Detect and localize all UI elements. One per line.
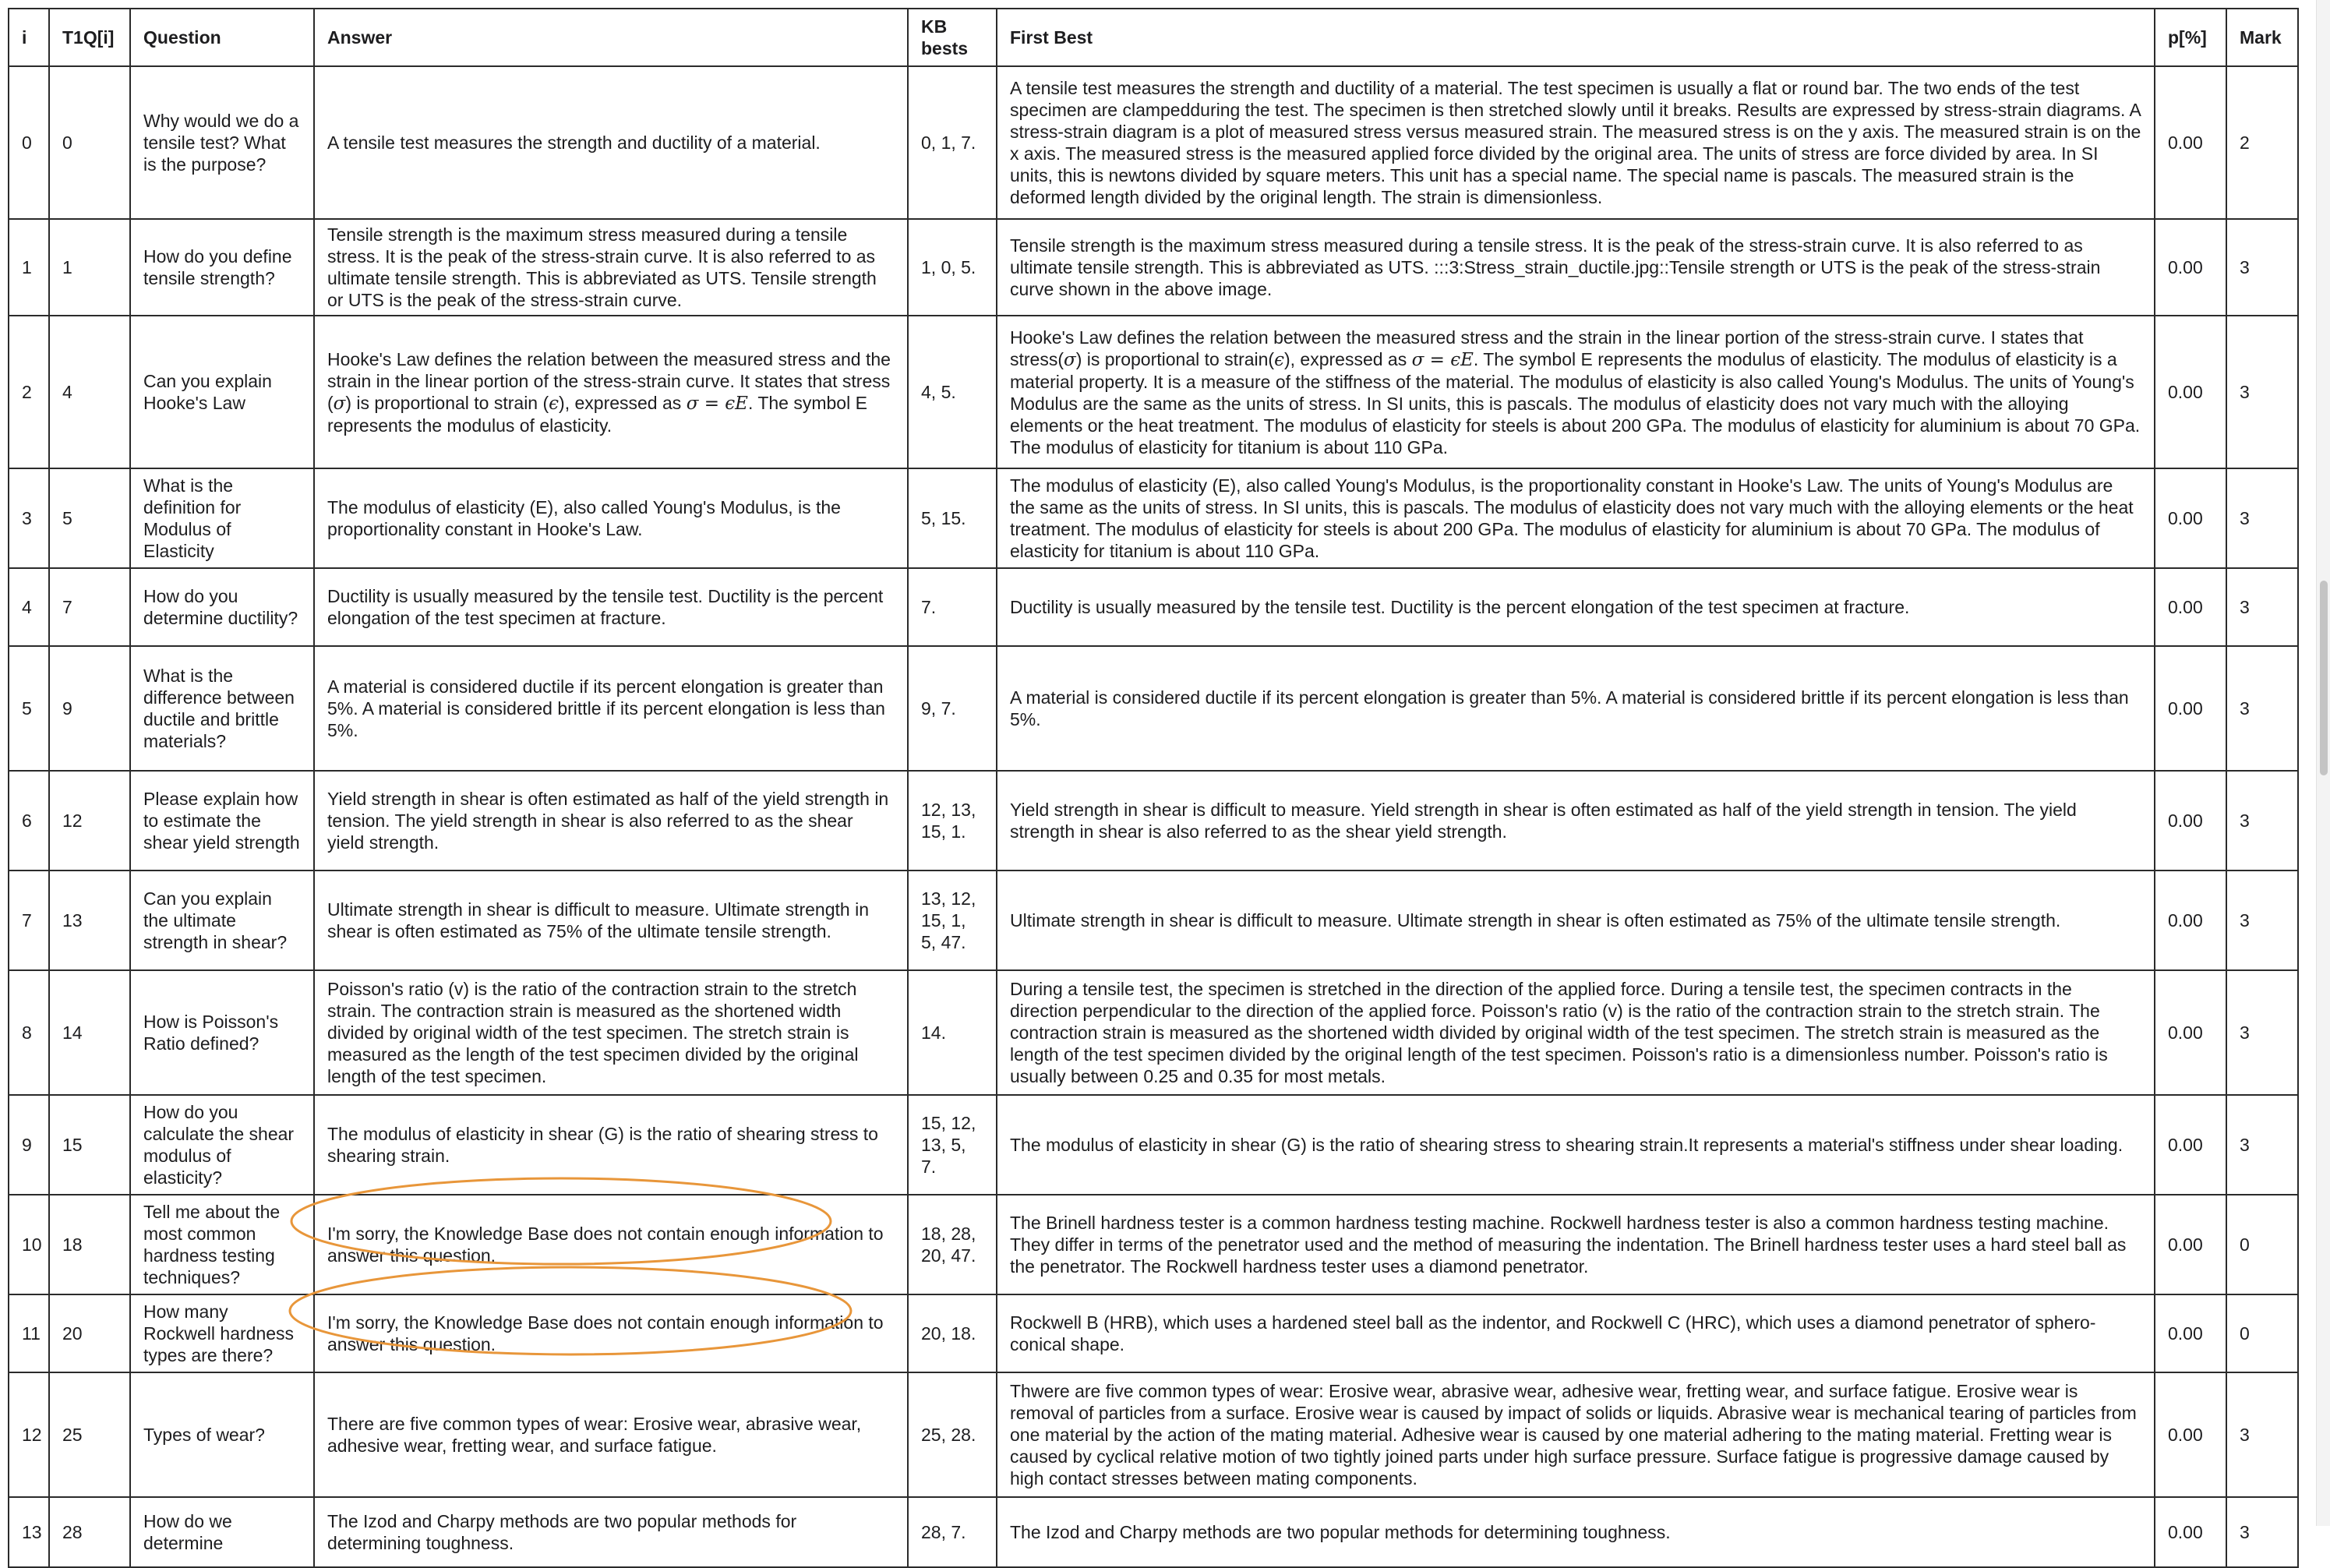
cell-answer: Tensile strength is the maximum stress measured during a tensile stress. It is the peak of the stress-strain curve. It is also referred to as ultimate tensile strength. This is abbreviated as UTS. Tensile strength or UTS is the peak of the stress-strain curve. (314, 219, 908, 316)
cell-i: 2 (9, 316, 49, 468)
cell-first-best: Rockwell B (HRB), which uses a hardened steel ball as the indentor, and Rockwell C (HRC), which uses a diamond penetrator of sphero-conical shape. (997, 1294, 2155, 1372)
cell-answer: I'm sorry, the Knowledge Base does not contain enough information to answer this question. (314, 1195, 908, 1294)
text-fragment: . The symbol E represents the modulus of elasticity. The modulus of elasticity is a material property. It is a measure of the stiffness of the material. The modulus of elasticity is also called Young's Modulus. The units of Young's Modulus are the same as the units of stress. In SI units, this is pascals. The modulus of elasticity does not vary much with the alloying elements or the heat treatment. The modulus of elasticity for steels is about 200 GPa. The modulus of elasticity for aluminium is about 70 GPa. The modulus of elasticity for titanium is about 110 GPa. (1010, 348, 2141, 457)
cell-kb-bests: 28, 7. (908, 1497, 997, 1567)
cell-mark: 0 (2226, 1195, 2298, 1294)
cell-mark: 3 (2226, 1372, 2298, 1497)
cell-mark: 3 (2226, 316, 2298, 468)
cell-first-best (997, 316, 2155, 468)
text-fragment: ) is proportional to strain( (1075, 348, 1275, 369)
cell-p: 0.00 (2155, 771, 2226, 871)
cell-i: 8 (9, 970, 49, 1095)
cell-answer: A material is considered ductile if its percent elongation is greater than 5%. A material is considered brittle if its percent elongation is less than 5%. (314, 646, 908, 771)
table-row (9, 646, 2298, 771)
table-row (9, 1294, 2298, 1372)
cell-answer: Yield strength in shear is often estimated as half of the yield strength in tension. The yield strength in shear is also referred to as the shear yield strength. (314, 771, 908, 871)
cell-first-best: Ductility is usually measured by the tensile test. Ductility is the percent elongation of the test specimen at fracture. (997, 568, 2155, 646)
cell-kb-bests: 7. (908, 568, 997, 646)
cell-p: 0.00 (2155, 468, 2226, 568)
column-header-first-best: First Best (997, 9, 2155, 66)
cell-kb-bests: 1, 0, 5. (908, 219, 997, 316)
cell-i: 10 (9, 1195, 49, 1294)
cell-i: 4 (9, 568, 49, 646)
column-header-answer: Answer (314, 9, 908, 66)
table-row (9, 66, 2298, 219)
cell-answer (314, 316, 908, 468)
cell-mark: 2 (2226, 66, 2298, 219)
cell-answer: A tensile test measures the strength and ductility of a material. (314, 66, 908, 219)
cell-kb-bests: 18, 28, 20, 47. (908, 1195, 997, 1294)
cell-answer: The Izod and Charpy methods are two popular methods for determining toughness. (314, 1497, 908, 1567)
cell-p: 0.00 (2155, 1497, 2226, 1567)
cell-p: 0.00 (2155, 1195, 2226, 1294)
cell-i: 0 (9, 66, 49, 219)
cell-p: 0.00 (2155, 646, 2226, 771)
cell-question: How many Rockwell hardness types are there? (130, 1294, 314, 1372)
cell-first-best: A tensile test measures the strength and ductility of a material. The test specimen is usually a flat or round bar. The two ends of the test specimen are clampedduring the test. The specimen is then stretched slowly until it breaks. Results are expressed by stress-strain diagrams. A stress-strain diagram is a plot of measured stress versus measured strain. The measured stress is on the y axis. The measured strain is on the x axis. The measured stress is the measured applied force divided by the original area. The units of stress are force divided by area. In SI units, this is newtons divided by square meters. This unit has a special name. The special name is pascals. The measured strain is the deformed length divided by the original length. The strain is dimensionless. (997, 66, 2155, 219)
cell-p: 0.00 (2155, 1095, 2226, 1195)
cell-t1q: 0 (49, 66, 130, 219)
table-row (9, 871, 2298, 970)
cell-kb-bests: 5, 15. (908, 468, 997, 568)
cell-p: 0.00 (2155, 1294, 2226, 1372)
text-fragment: Hooke's Law defines the relation between the measured stress and the strain in the linear portion of the stress-strain curve. I states that stress( (1010, 327, 2084, 369)
cell-mark: 3 (2226, 771, 2298, 871)
cell-i: 9 (9, 1095, 49, 1195)
results-table-container (8, 8, 2299, 1568)
cell-question: Please explain how to estimate the shear yield strength (130, 771, 314, 871)
cell-answer: The modulus of elasticity (E), also called Young's Modulus, is the proportionality constant in Hooke's Law. (314, 468, 908, 568)
cell-i: 13 (9, 1497, 49, 1567)
cell-first-best: Tensile strength is the maximum stress measured during a tensile stress. It is the peak of the stress-strain curve. It is also referred to as ultimate tensile strength. This is abbreviated as UTS. :::3:Stress_strain_ductile.jpg::Tensile strength or UTS is the peak of the stress-strain curve shown in the above image. (997, 219, 2155, 316)
cell-t1q: 20 (49, 1294, 130, 1372)
cell-p: 0.00 (2155, 316, 2226, 468)
cell-answer: Poisson's ratio (v) is the ratio of the contraction strain to the stretch strain. The contraction strain is measured as the shortened width divided by original width of the test specimen. The stretch strain is measured as the length of the test specimen divided by the original length of the test specimen. (314, 970, 908, 1095)
cell-question: Types of wear? (130, 1372, 314, 1497)
table-row (9, 1372, 2298, 1497)
cell-mark: 3 (2226, 219, 2298, 316)
cell-i: 3 (9, 468, 49, 568)
math-expression: σ = ϵE (686, 393, 748, 414)
cell-kb-bests: 0, 1, 7. (908, 66, 997, 219)
cell-first-best: Ultimate strength in shear is difficult to measure. Ultimate strength in shear is often estimated as 75% of the ultimate tensile strength. (997, 871, 2155, 970)
cell-t1q: 18 (49, 1195, 130, 1294)
table-row (9, 1195, 2298, 1294)
cell-mark: 3 (2226, 568, 2298, 646)
math-expression: ϵ (1274, 349, 1284, 370)
cell-i: 5 (9, 646, 49, 771)
cell-answer: There are five common types of wear: Erosive wear, abrasive wear, adhesive wear, fretting wear, and surface fatigue. (314, 1372, 908, 1497)
cell-t1q: 15 (49, 1095, 130, 1195)
cell-answer: Ultimate strength in shear is difficult to measure. Ultimate strength in shear is often estimated as 75% of the ultimate tensile strength. (314, 871, 908, 970)
cell-i: 11 (9, 1294, 49, 1372)
cell-t1q: 13 (49, 871, 130, 970)
column-header-question: Question (130, 9, 314, 66)
column-header-t1q: T1Q[i] (49, 9, 130, 66)
cell-answer: The modulus of elasticity in shear (G) is the ratio of shearing stress to shearing strain. (314, 1095, 908, 1195)
cell-question: What is the definition for Modulus of Elasticity (130, 468, 314, 568)
cell-t1q: 14 (49, 970, 130, 1095)
results-table (8, 8, 2299, 1568)
cell-kb-bests: 12, 13, 15, 1. (908, 771, 997, 871)
column-header-kb-bests: KB bests (908, 9, 997, 66)
cell-p: 0.00 (2155, 219, 2226, 316)
cell-t1q: 7 (49, 568, 130, 646)
cell-mark: 0 (2226, 1294, 2298, 1372)
table-row (9, 1497, 2298, 1567)
table-row (9, 1095, 2298, 1195)
cell-kb-bests: 4, 5. (908, 316, 997, 468)
cell-first-best: Thwere are five common types of wear: Erosive wear, abrasive wear, adhesive wear, fretting wear, and surface fatigue. Erosive wear is removal of particles from a surface. Erosive wear is caused by impact of solids or liquids. Abrasive wear is mechanical tearing of particles from one material by the action of the mating material. Adhesive wear is caused by one material adhering to the mating material. Fretting wear is caused by cyclical relative motion of two tightly joined parts under high surface pressure. Surface fatigue is progressive damage caused by high contact stresses between mating components. (997, 1372, 2155, 1497)
cell-mark: 3 (2226, 970, 2298, 1095)
text-fragment: ), expressed as (1283, 348, 1412, 369)
table-row (9, 219, 2298, 316)
table-header-row (9, 9, 2298, 66)
text-fragment: ) is proportional to strain ( (345, 392, 549, 413)
cell-i: 1 (9, 219, 49, 316)
scrollbar-thumb[interactable] (2320, 581, 2328, 775)
cell-kb-bests: 25, 28. (908, 1372, 997, 1497)
cell-p: 0.00 (2155, 66, 2226, 219)
cell-question: What is the difference between ductile and brittle materials? (130, 646, 314, 771)
cell-t1q: 25 (49, 1372, 130, 1497)
cell-t1q: 28 (49, 1497, 130, 1567)
cell-mark: 3 (2226, 1497, 2298, 1567)
cell-t1q: 12 (49, 771, 130, 871)
cell-answer: I'm sorry, the Knowledge Base does not contain enough information to answer this question. (314, 1294, 908, 1372)
cell-question: How do you determine ductility? (130, 568, 314, 646)
table-row (9, 771, 2298, 871)
text-fragment: . The symbol E represents the modulus of elasticity. (327, 392, 867, 436)
cell-first-best: The Brinell hardness tester is a common hardness testing machine. Rockwell hardness tester is also a common hardness testing machine. They differ in terms of the penetrator used and the method of measuring the indentation. The Brinell hardness tester uses a hard steel ball as the penetrator. The Rockwell hardness tester uses a diamond penetrator. (997, 1195, 2155, 1294)
math-expression: σ (1064, 349, 1076, 370)
cell-first-best: A material is considered ductile if its percent elongation is greater than 5%. A material is considered brittle if its percent elongation is less than 5%. (997, 646, 2155, 771)
cell-question: How do you define tensile strength? (130, 219, 314, 316)
cell-i: 12 (9, 1372, 49, 1497)
cell-mark: 3 (2226, 1095, 2298, 1195)
cell-question: How do we determine (130, 1497, 314, 1567)
column-header-i: i (9, 9, 49, 66)
cell-first-best: Yield strength in shear is difficult to measure. Yield strength in shear is often estimated as half of the yield strength in tension. The yield strength in shear is also referred to as the shear yield strength. (997, 771, 2155, 871)
cell-question: Can you explain Hooke's Law (130, 316, 314, 468)
cell-i: 6 (9, 771, 49, 871)
cell-mark: 3 (2226, 646, 2298, 771)
cell-first-best: During a tensile test, the specimen is stretched in the direction of the applied force. During a tensile test, the specimen contracts in the direction perpendicular to the direction of the applied force. Poisson's ratio (v) is the ratio of the contraction strain to the stretch strain. The contraction strain is measured as the shortened width divided by original width of the test specimen. The stretch strain is measured as the length of the test specimen divided by the original length of the test specimen. Poisson's ratio is a dimensionless number. Poisson's ratio is usually between 0.25 and 0.35 for most metals. (997, 970, 2155, 1095)
table-row (9, 568, 2298, 646)
cell-first-best: The Izod and Charpy methods are two popular methods for determining toughness. (997, 1497, 2155, 1567)
cell-kb-bests: 13, 12, 15, 1, 5, 47. (908, 871, 997, 970)
cell-question: Can you explain the ultimate strength in shear? (130, 871, 314, 970)
cell-p: 0.00 (2155, 568, 2226, 646)
math-expression: σ = ϵE (1411, 349, 1474, 370)
text-fragment: ), expressed as (559, 392, 687, 413)
column-header-p: p[%] (2155, 9, 2226, 66)
table-row (9, 970, 2298, 1095)
cell-i: 7 (9, 871, 49, 970)
cell-p: 0.00 (2155, 1372, 2226, 1497)
cell-question: Why would we do a tensile test? What is the purpose? (130, 66, 314, 219)
cell-kb-bests: 15, 12, 13, 5, 7. (908, 1095, 997, 1195)
cell-question: How is Poisson's Ratio defined? (130, 970, 314, 1095)
cell-t1q: 5 (49, 468, 130, 568)
cell-t1q: 9 (49, 646, 130, 771)
math-expression: ϵ (549, 393, 560, 414)
table-row (9, 468, 2298, 568)
cell-first-best: The modulus of elasticity in shear (G) is the ratio of shearing stress to shearing strain.It represents a material's stiffness under shear loading. (997, 1095, 2155, 1195)
cell-mark: 3 (2226, 871, 2298, 970)
cell-p: 0.00 (2155, 970, 2226, 1095)
cell-kb-bests: 9, 7. (908, 646, 997, 771)
cell-kb-bests: 20, 18. (908, 1294, 997, 1372)
cell-kb-bests: 14. (908, 970, 997, 1095)
cell-t1q: 1 (49, 219, 130, 316)
table-row (9, 316, 2298, 468)
vertical-scrollbar[interactable] (2316, 0, 2330, 1526)
cell-question: Tell me about the most common hardness testing techniques? (130, 1195, 314, 1294)
cell-mark: 3 (2226, 468, 2298, 568)
cell-first-best: The modulus of elasticity (E), also called Young's Modulus, is the proportionality constant in Hooke's Law. The units of Young's Modulus are the same as the units of stress. In SI units, this is pascals. The modulus of elasticity does not vary much with the alloying elements or the heat treatment. The modulus of elasticity for steels is about 200 GPa. The modulus of elasticity for aluminium is about 70 GPa. The modulus of elasticity for titanium is about 110 GPa. (997, 468, 2155, 568)
cell-question: How do you calculate the shear modulus of elasticity? (130, 1095, 314, 1195)
cell-p: 0.00 (2155, 871, 2226, 970)
text-fragment: Hooke's Law defines the relation between the measured stress and the strain in the linear portion of the stress-strain curve. It states that stress ( (327, 348, 891, 413)
column-header-mark: Mark (2226, 9, 2298, 66)
cell-answer: Ductility is usually measured by the tensile test. Ductility is the percent elongation of the test specimen at fracture. (314, 568, 908, 646)
cell-t1q: 4 (49, 316, 130, 468)
math-expression: σ (333, 393, 346, 414)
